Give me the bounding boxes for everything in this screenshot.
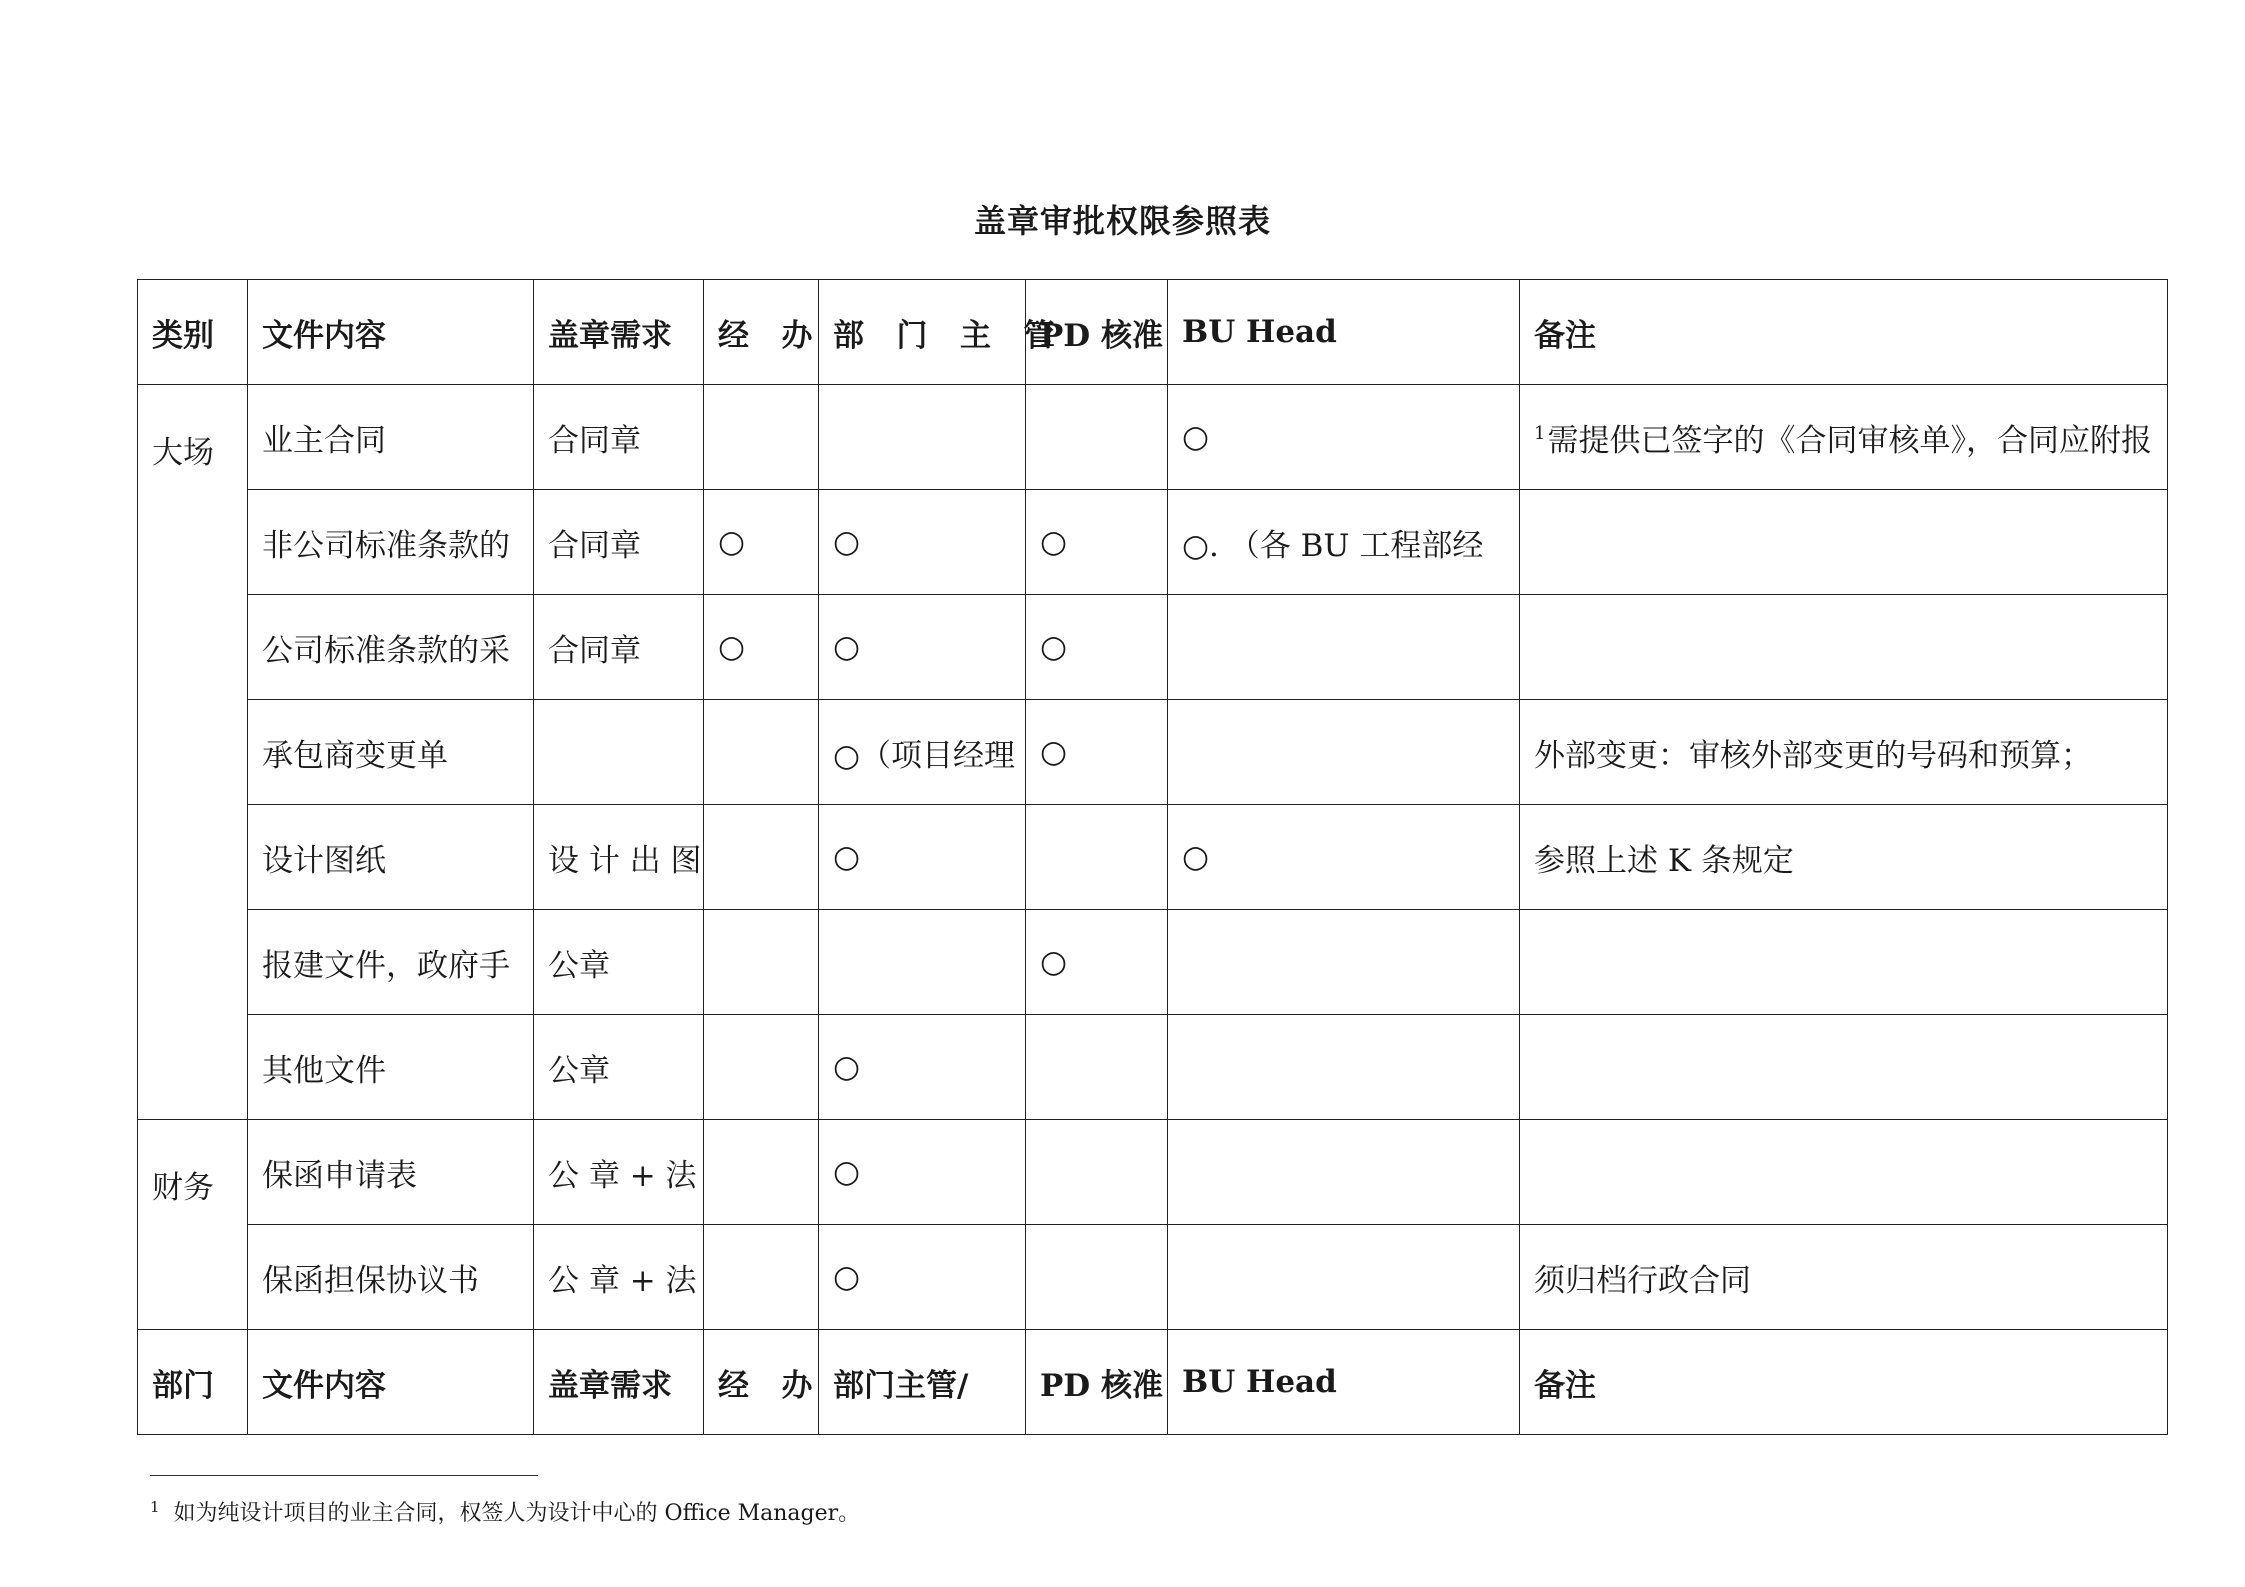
seal-cell: 合同章	[534, 595, 704, 700]
seal-cell: 公 章 + 法	[534, 1120, 704, 1225]
header-content: 文件内容	[248, 1330, 534, 1435]
table-row	[138, 805, 2168, 910]
footnote-text: 如为纯设计项目的业主合同，权签人为设计中心的 Office Manager。	[173, 1501, 861, 1526]
pd-cell	[1026, 805, 1168, 910]
handler-cell: ○	[704, 595, 819, 700]
handler-cell	[704, 1225, 819, 1330]
bu-cell	[1168, 910, 1520, 1015]
remark-cell	[1520, 910, 2168, 1015]
bu-cell: ○. （各 BU 工程部经	[1168, 490, 1520, 595]
handler-cell	[704, 700, 819, 805]
handler-cell	[704, 1015, 819, 1120]
remark-cell	[1520, 1015, 2168, 1120]
header-bu-head: BU Head	[1168, 280, 1520, 385]
header-pd: PD 核准	[1026, 280, 1168, 385]
bu-cell	[1168, 1225, 1520, 1330]
handler-cell	[704, 910, 819, 1015]
category-cell: 大场	[138, 385, 248, 1120]
seal-cell: 合同章	[534, 490, 704, 595]
footnote	[150, 1496, 860, 1527]
seal-approval-table	[137, 279, 2168, 1435]
dept-head-cell: ○	[819, 490, 1026, 595]
dept-head-cell: ○	[819, 805, 1026, 910]
header-pd: PD 核准	[1026, 1330, 1168, 1435]
dept-head-cell	[819, 385, 1026, 490]
seal-cell: 设 计 出 图	[534, 805, 704, 910]
remark-cell	[1520, 1120, 2168, 1225]
dept-head-cell	[819, 910, 1026, 1015]
bu-cell: ○	[1168, 385, 1520, 490]
table-row	[138, 1225, 2168, 1330]
dept-head-cell: ○	[819, 1225, 1026, 1330]
pd-cell: ○	[1026, 490, 1168, 595]
remark-text: 需提供已签字的《合同审核单》，合同应附报	[1547, 422, 2152, 459]
remark-cell	[1520, 490, 2168, 595]
footnote-ref: 1	[1534, 423, 1546, 445]
category-cell: 财务	[138, 1120, 248, 1330]
bu-cell	[1168, 1015, 1520, 1120]
handler-cell	[704, 385, 819, 490]
pd-cell: ○	[1026, 910, 1168, 1015]
table-row	[138, 595, 2168, 700]
header-bu-head: BU Head	[1168, 1330, 1520, 1435]
header-row-bottom	[138, 1330, 2168, 1435]
dept-head-cell: ○	[819, 595, 1026, 700]
bu-cell	[1168, 700, 1520, 805]
pd-cell: ○	[1026, 595, 1168, 700]
dept-head-cell: ○	[819, 1120, 1026, 1225]
content-cell: 其他文件	[248, 1015, 534, 1120]
table-row	[138, 910, 2168, 1015]
table-row	[138, 1120, 2168, 1225]
bu-cell	[1168, 595, 1520, 700]
seal-cell	[534, 700, 704, 805]
header-row	[138, 280, 2168, 385]
seal-cell: 公 章 + 法	[534, 1225, 704, 1330]
content-cell: 保函申请表	[248, 1120, 534, 1225]
remark-cell: 参照上述 K 条规定	[1520, 805, 2168, 910]
header-category: 类别	[138, 280, 248, 385]
remark-cell	[1520, 595, 2168, 700]
header-dept-head: 部 门 主 管	[819, 280, 1026, 385]
content-cell: 报建文件，政府手	[248, 910, 534, 1015]
header-content: 文件内容	[248, 280, 534, 385]
handler-cell	[704, 1120, 819, 1225]
header-handler: 经 办	[704, 1330, 819, 1435]
content-cell: 业主合同	[248, 385, 534, 490]
handler-cell	[704, 805, 819, 910]
remark-cell: 须归档行政合同	[1520, 1225, 2168, 1330]
table-row	[138, 700, 2168, 805]
bu-cell	[1168, 1120, 1520, 1225]
pd-cell	[1026, 1225, 1168, 1330]
content-cell: 设计图纸	[248, 805, 534, 910]
table-row	[138, 1015, 2168, 1120]
header-seal: 盖章需求	[534, 1330, 704, 1435]
header-department: 部门	[138, 1330, 248, 1435]
dept-head-cell: ○	[819, 1015, 1026, 1120]
pd-cell: ○	[1026, 700, 1168, 805]
pd-cell	[1026, 1120, 1168, 1225]
document-title: 盖章审批权限参照表	[973, 202, 1271, 240]
footnote-number: 1	[150, 1497, 160, 1516]
pd-cell	[1026, 1015, 1168, 1120]
seal-cell: 公章	[534, 1015, 704, 1120]
handler-cell: ○	[704, 490, 819, 595]
remark-cell	[1520, 385, 2168, 490]
header-remark: 备注	[1520, 1330, 2168, 1435]
seal-cell: 公章	[534, 910, 704, 1015]
header-dept-head: 部门主管/	[819, 1330, 1026, 1435]
dept-head-cell: ○（项目经理	[819, 700, 1026, 805]
header-handler: 经 办	[704, 280, 819, 385]
content-cell: 承包商变更单	[248, 700, 534, 805]
seal-cell: 合同章	[534, 385, 704, 490]
bu-cell: ○	[1168, 805, 1520, 910]
table-row	[138, 490, 2168, 595]
table-row	[138, 385, 2168, 490]
content-cell: 保函担保协议书	[248, 1225, 534, 1330]
footnote-divider	[150, 1475, 538, 1476]
pd-cell	[1026, 385, 1168, 490]
content-cell: 非公司标准条款的	[248, 490, 534, 595]
header-seal: 盖章需求	[534, 280, 704, 385]
header-remark: 备注	[1520, 280, 2168, 385]
remark-cell: 外部变更：审核外部变更的号码和预算；	[1520, 700, 2168, 805]
content-cell: 公司标准条款的采	[248, 595, 534, 700]
